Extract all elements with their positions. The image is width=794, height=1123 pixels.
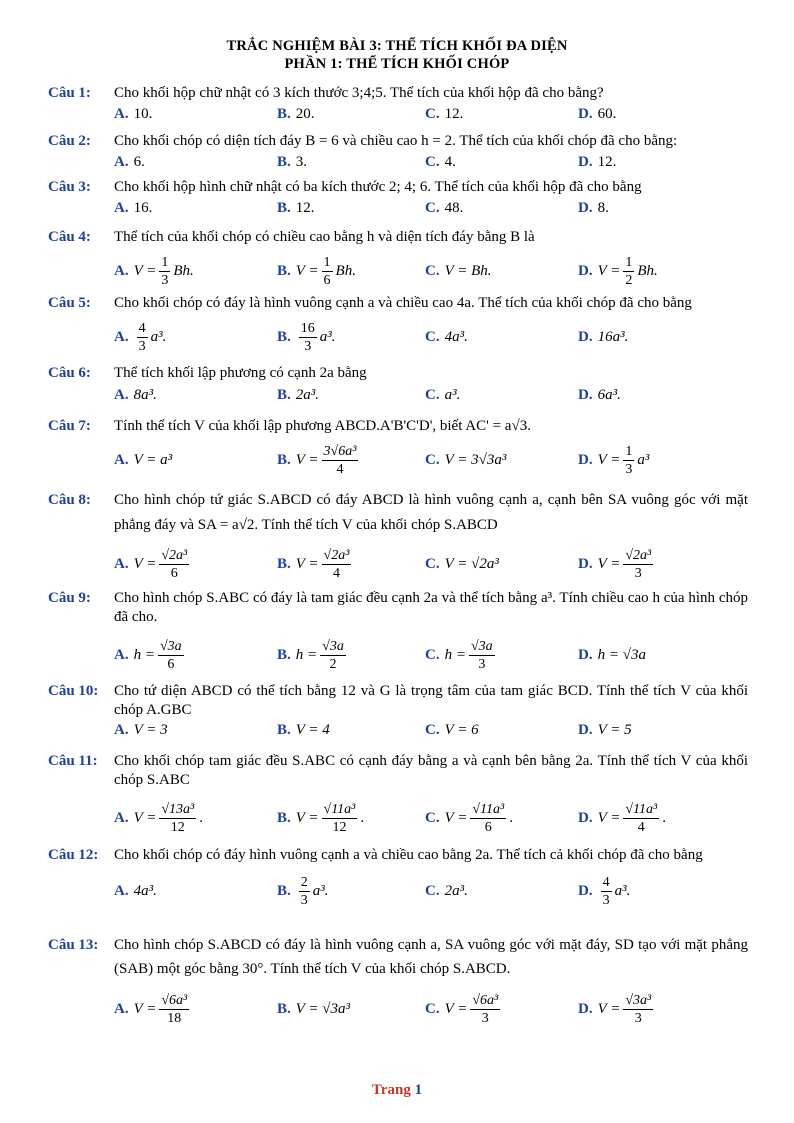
answer-options bbox=[114, 869, 748, 913]
question-number: Câu 7: bbox=[48, 418, 91, 434]
answer-options bbox=[114, 317, 748, 357]
question-10 bbox=[48, 682, 748, 740]
option-a[interactable]: A. h = $\frac{√3a}{6}$ bbox=[114, 638, 182, 672]
question-number: Câu 10: bbox=[48, 683, 99, 699]
answer-options bbox=[114, 440, 748, 480]
question-text: Cho khối chóp có đáy hình vuông cạnh a và chiều cao bằng 2a. Thể tích cả khối chóp đã cho bằng bbox=[114, 847, 703, 863]
option-c[interactable]: C. 4. bbox=[425, 153, 456, 170]
question-number: Câu 2: bbox=[48, 133, 91, 149]
question-text: Thể tích của khối chóp có chiều cao bằng h và diện tích đáy bằng B là bbox=[114, 229, 535, 245]
option-a[interactable]: A. 8a³. bbox=[114, 386, 157, 403]
option-c[interactable]: C. 12. bbox=[425, 105, 464, 122]
option-a[interactable]: A. V = $\frac{\text{√6a³}}{18}$ bbox=[114, 992, 188, 1026]
option-a[interactable]: A. 4a³. bbox=[114, 882, 157, 899]
option-b[interactable]: B. $\frac{16}{3}$ a³. bbox=[277, 320, 336, 354]
question-text: Cho khối hộp hình chữ nhật có ba kích thước 2; 4; 6. Thể tích của khối hộp đã cho bằng bbox=[114, 179, 642, 195]
option-b[interactable]: B. V = $\frac{\text{√11a³}}{12}$ . bbox=[277, 801, 365, 835]
answer-options bbox=[114, 103, 748, 125]
question-number: Câu 13: bbox=[48, 937, 99, 953]
option-d[interactable]: D. V = $\frac{\text{√11a³}}{4}$ . bbox=[578, 801, 666, 835]
option-a[interactable]: A. 6. bbox=[114, 153, 145, 170]
option-a[interactable]: A. V = $\frac{\text{√2a³}}{6}$ bbox=[114, 547, 188, 581]
option-d[interactable]: D. V = 5 bbox=[578, 721, 632, 738]
option-d[interactable]: D. 16a³. bbox=[578, 328, 629, 345]
option-a[interactable]: A. 10. bbox=[114, 105, 153, 122]
option-d[interactable]: D. V = $\frac{\text{√2a³}}{3}$ bbox=[578, 547, 652, 581]
option-c[interactable]: C. 48. bbox=[425, 199, 464, 216]
answer-options bbox=[114, 251, 748, 291]
option-c[interactable]: C. V = 3√3a³ bbox=[425, 451, 507, 468]
option-a[interactable]: A. 16. bbox=[114, 199, 153, 216]
question-9 bbox=[48, 589, 748, 677]
question-text: Tính thể tích V của khối lập phương ABCD.A'B'C'D', biết AC' = a√3. bbox=[114, 418, 531, 434]
option-d[interactable]: D. V = $\frac{\text{√3a³}}{3}$ bbox=[578, 992, 652, 1026]
option-d[interactable]: D. 60. bbox=[578, 105, 617, 122]
question-number: Câu 3: bbox=[48, 179, 91, 195]
option-a[interactable]: A. V = $\frac{\text{√13a³}}{12}$ . bbox=[114, 801, 203, 835]
option-b[interactable]: B. V = 4 bbox=[277, 721, 330, 738]
option-c[interactable]: C. V = √2a³ bbox=[425, 555, 499, 572]
answer-options bbox=[114, 796, 748, 840]
question-text: Cho hình chóp S.ABCD có đáy là hình vuông cạnh a, SA vuông góc với mặt đáy, SD tạo với mặt phẳng (SAB) một góc bằng 30°. Tính thể tích V của khối chóp S.ABCD. bbox=[114, 937, 748, 977]
option-c[interactable]: C. 2a³. bbox=[425, 882, 468, 899]
question-text: Cho tứ diện ABCD có thể tích bằng 12 và G là trọng tâm của tam giác BCD. Tính thể tích V của khối chóp A.GBC bbox=[114, 683, 748, 718]
footer-label: Trang bbox=[371, 1082, 411, 1098]
question-1 bbox=[48, 84, 748, 125]
option-d[interactable]: D. $\frac{4}{3}$ a³. bbox=[578, 874, 631, 908]
question-12 bbox=[48, 846, 748, 913]
answer-options bbox=[114, 197, 748, 219]
option-d[interactable]: D. h = √3a bbox=[578, 646, 646, 663]
question-11 bbox=[48, 752, 748, 840]
question-text: Cho khối chóp có diện tích đáy B = 6 và chiều cao h = 2. Thể tích của khối chóp đã cho bằng: bbox=[114, 133, 678, 149]
question-number: Câu 5: bbox=[48, 295, 91, 311]
option-d[interactable]: D. V = $\frac{1}{3}$ a³ bbox=[578, 443, 650, 477]
question-4 bbox=[48, 228, 748, 291]
question-8 bbox=[48, 488, 748, 586]
question-3 bbox=[48, 178, 748, 219]
option-a[interactable]: A. V = a³ bbox=[114, 451, 173, 468]
question-text: Cho khối hộp chữ nhật có 3 kích thước 3;4;5. Thể tích của khối hộp đã cho bằng? bbox=[114, 85, 604, 101]
question-7 bbox=[48, 417, 748, 480]
question-number: Câu 4: bbox=[48, 229, 91, 245]
page-number: 1 bbox=[414, 1082, 423, 1098]
question-text: Cho khối chóp có đáy là hình vuông cạnh a và chiều cao 4a. Thể tích của khối chóp đã cho bằng bbox=[114, 295, 692, 311]
option-d[interactable]: D. 8. bbox=[578, 199, 609, 216]
question-number: Câu 12: bbox=[48, 847, 99, 863]
question-number: Câu 1: bbox=[48, 85, 91, 101]
option-b[interactable]: B. h = $\frac{√3a}{2}$ bbox=[277, 638, 344, 672]
answer-options bbox=[114, 151, 748, 173]
page-footer bbox=[0, 1082, 794, 1099]
option-d[interactable]: D. 6a³. bbox=[578, 386, 621, 403]
question-13 bbox=[48, 933, 748, 1031]
question-2 bbox=[48, 132, 748, 173]
option-a[interactable]: A. V = 3 bbox=[114, 721, 168, 738]
option-c[interactable]: C. V = Bh. bbox=[425, 262, 492, 279]
option-b[interactable]: B. 20. bbox=[277, 105, 315, 122]
question-5 bbox=[48, 294, 748, 357]
answer-options bbox=[114, 720, 748, 740]
question-number: Câu 9: bbox=[48, 590, 91, 606]
question-number: Câu 11: bbox=[48, 753, 98, 769]
option-b[interactable]: B. V = $\frac{1}{6}$ Bh. bbox=[277, 254, 356, 288]
option-c[interactable]: C. a³. bbox=[425, 386, 461, 403]
option-b[interactable]: B. $\frac{2}{3}$ a³. bbox=[277, 874, 329, 908]
question-number: Câu 8: bbox=[48, 492, 91, 508]
question-text: Cho hình chóp S.ABC có đáy là tam giác đều cạnh 2a và thể tích bằng a³. Tính chiều cao h của hình chóp đã cho. bbox=[114, 590, 748, 625]
option-c[interactable]: C. V = $\frac{\text{√6a³}}{3}$ bbox=[425, 992, 499, 1026]
option-a[interactable]: A. $\frac{4}{3}$ a³. bbox=[114, 320, 167, 354]
answer-options bbox=[114, 633, 748, 677]
option-d[interactable]: D. 12. bbox=[578, 153, 617, 170]
question-text: Cho khối chóp tam giác đều S.ABC có cạnh đáy bằng a và cạnh bên bằng 2a. Tính thể tích V của khối chóp S.ABC bbox=[114, 753, 748, 788]
question-text: Cho hình chóp tứ giác S.ABCD có đáy ABCD là hình vuông cạnh a, cạnh bên SA vuông góc với mặt phẳng đáy và SA = a√2. Tính thể tích V của khối chóp S.ABCD bbox=[114, 492, 748, 533]
option-b[interactable]: B. 2a³. bbox=[277, 386, 320, 403]
answer-options bbox=[114, 987, 748, 1031]
option-c[interactable]: C. 4a³. bbox=[425, 328, 468, 345]
answer-options bbox=[114, 542, 748, 586]
question-text: Thể tích khối lập phương có cạnh 2a bằng bbox=[114, 365, 367, 381]
option-b[interactable]: B. V = $\frac{\text{√2a³}}{4}$ bbox=[277, 547, 350, 581]
option-c[interactable]: C. h = $\frac{√3a}{3}$ bbox=[425, 638, 493, 672]
question-number: Câu 6: bbox=[48, 365, 91, 381]
answer-options bbox=[114, 383, 748, 407]
question-6 bbox=[48, 364, 748, 407]
option-b[interactable]: B. 3. bbox=[277, 153, 308, 170]
option-b[interactable]: B. V = √3a³ bbox=[277, 1000, 351, 1017]
option-c[interactable]: C. V = $\frac{\text{√11a³}}{6}$ . bbox=[425, 801, 513, 835]
option-c[interactable]: C. V = 6 bbox=[425, 721, 479, 738]
option-d[interactable]: D. V = $\frac{1}{2}$ Bh. bbox=[578, 254, 658, 288]
option-b[interactable]: B. V = $\frac{\text{3√6a³}}{4}$ bbox=[277, 443, 357, 477]
option-a[interactable]: A. V = $\frac{1}{3}$ Bh. bbox=[114, 254, 194, 288]
option-b[interactable]: B. 12. bbox=[277, 199, 315, 216]
section-title: PHẦN 1: THỂ TÍCH KHỐI CHÓP bbox=[284, 56, 510, 72]
document-title: TRẮC NGHIỆM BÀI 3: THỂ TÍCH KHỐI ĐA DIỆN bbox=[226, 38, 568, 54]
